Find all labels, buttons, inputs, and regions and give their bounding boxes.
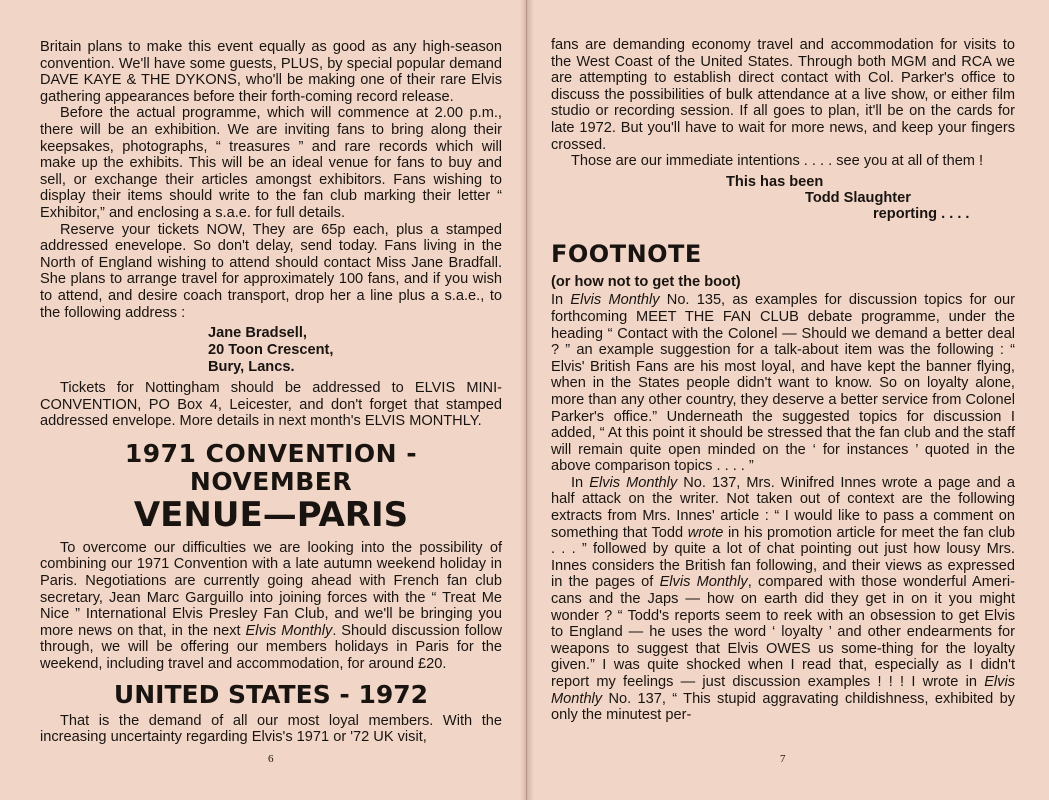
page-number-left: 6 bbox=[268, 753, 274, 765]
book-gutter bbox=[520, 0, 534, 800]
paragraph-west-coast: fans are demanding economy travel and accommodation for visits to the West Coast of the United States. Through both MGM and RCA we are attempting to establish direct contact with Col. Parker's office to discuss the possibilities of bulk attendance at a live show, or either film studio or recording session. If all goes to plan, it'll be on the cards for late 1972. But you'll have to wait for more news, and keep your fingers crossed. bbox=[551, 37, 1015, 153]
address-block bbox=[208, 325, 502, 376]
signoff-author: Todd Slaughter bbox=[805, 189, 911, 206]
heading-1971-convention: 1971 CONVENTION - NOVEMBER bbox=[124, 438, 418, 496]
signoff-block bbox=[551, 174, 1015, 222]
paragraph-paris: To overcome our difficulties we are looking into the possibility of combining our 1971 Convention with a late autumn weekend holiday in Paris. Negotiations are currently going ahead with French fan club secretary, Jean Marc Garguillo into joining forces with the “ Treat Me Nice ” International Elvis Presley Fan Club, and we'll be bringing you more news on that, in the next Elvis Monthly. Should discussion follow through, we will be offering our members holidays in Paris for the weekend, including travel and accommodation, for around £20. bbox=[40, 539, 503, 673]
address-line: Bury, Lancs. bbox=[208, 359, 295, 376]
heading-united-states: UNITED STATES - 1972 bbox=[113, 679, 429, 709]
paragraph-demand: That is the demand of all our most loyal members. With the increasing uncertainty regarding Elvis's 1971 or '72 UK visit, bbox=[40, 712, 502, 746]
page-number-right: 7 bbox=[780, 753, 786, 765]
signoff-line: This has been bbox=[726, 173, 824, 190]
paragraph-footnote-135: In Elvis Monthly No. 135, as examples for discussion topics for our forthcoming MEET THE FAN CLUB debate programme, under the heading “ Contact with the Colonel — Should we demand a better deal ? ” an example suggestion for a talk-about item was the following : “ Elvis' British Fans are his most loyal, and have kept the banner flying, when in the States people didn't want to know. So on loyalty alone, more than any other country, they deserve a better service from Colonel Parker's office.” Underneath the suggested topics for discussion I added, “ At this point it should be stressed that the fan club and the staff will remain quite open minded on the ‘ for instances ’ quoted in the above comparison topics . . . . ” bbox=[551, 292, 1015, 475]
right-page bbox=[527, 0, 1049, 800]
paragraph-event-guests: Britain plans to make this event equally as good as any high-season convention. We'll have some guests, PLUS, by special popular demand DAVE KAYE & THE DYKONS, who'll be making one of their rare Elvis gathering appearances before their forth-coming record release. bbox=[40, 39, 502, 105]
address-line: Jane Bradsell, bbox=[208, 325, 307, 342]
paragraph-nottingham: Tickets for Nottingham should be addressed to ELVIS MINI-CONVENTION, PO Box 4, Leicester, and don't forget that stamped addressed envelope. More details in next month's ELVIS MONTHLY. bbox=[40, 380, 502, 430]
paragraph-footnote-137: In Elvis Monthly No. 137, Mrs. Winifred Innes wrote a page and a half attack on the writer. Not taken out of context are the following extracts from Mrs. Innes' article : “ I would like to pass a comment on something that Todd wrote in his promotion article for meet the fan club . . . ” followed by quite a lot of chat pointing out just how lousy Mrs. Innes considers the British fan following, and their views as expressed in the pages of Elvis Monthly, compared with those wonderful Ameri-cans and the Japs — how on earth did they get in on it you might wonder ? “ Todd's reports seem to reek with an obsession to get Elvis to England — he uses the word ‘ loyalty ’ and other endearments for weapons to suggest that Elvis OWES us some-thing for the loyalty given.” I was quite shocked when I read that, especially as I didn't report my feelings — just discussion examples ! ! ! I wrote in Elvis Monthly No. 137, “ This stupid aggravating childishness, exhibited by only the minutest per- bbox=[551, 474, 1015, 724]
left-column bbox=[40, 39, 502, 746]
heading-venue-paris: VENUE—PARIS bbox=[133, 494, 409, 535]
address-line: 20 Toon Crescent, bbox=[208, 342, 334, 359]
footnote-heading: FOOTNOTE bbox=[551, 239, 702, 268]
footnote-subtitle: (or how not to get the boot) bbox=[551, 273, 741, 290]
signoff-line: reporting . . . . bbox=[873, 205, 970, 222]
paragraph-intentions: Those are our immediate intentions . . . . see you at all of them ! bbox=[571, 153, 984, 170]
paragraph-exhibition: Before the actual programme, which will commence at 2.00 p.m., there will be an exhibition. We are inviting fans to bring along their keepsakes, photographs, “ treasures ” and rare records which will make up the exhibits. This will be an ideal venue for fans to buy and sell, or exchange their articles amongst exhibitors. Fans wishing to display their items should write to the fan club marking their letter “ Exhibitor,” and enclosing a s.a.e. for full details. bbox=[40, 105, 502, 221]
right-column bbox=[551, 37, 1015, 724]
paragraph-tickets: Reserve your tickets NOW, They are 65p each, plus a stamped addressed enevelope. So don't delay, send today. Fans living in the North of England wishing to attend should contact Miss Jane Bradfall. She plans to arrange travel for approximately 100 fans, and if you wish to attend, and desire coach transport, drop her a line plus a s.a.e., to the following address : bbox=[40, 221, 502, 321]
